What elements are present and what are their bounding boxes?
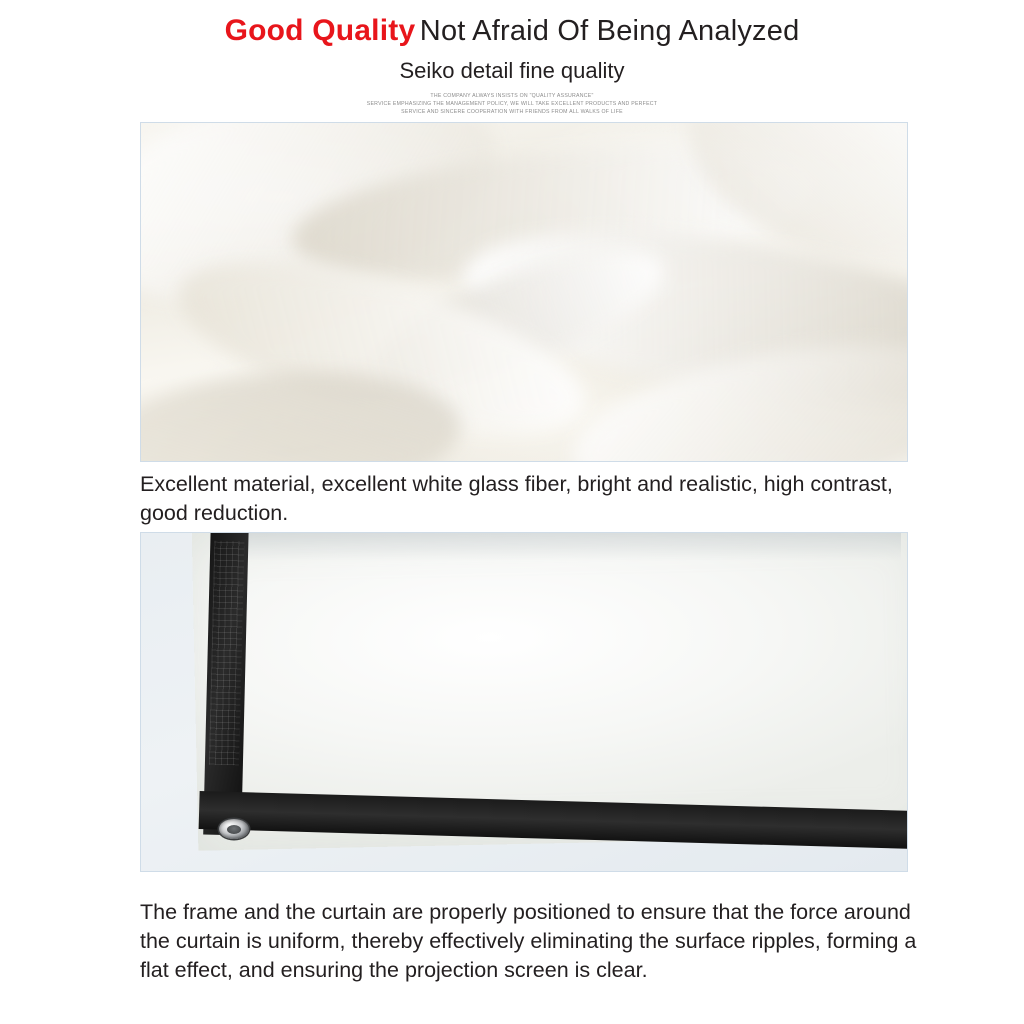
page-subtitle: Seiko detail fine quality <box>399 58 625 83</box>
screen-grommet <box>219 819 249 839</box>
fineprint-line-2: SERVICE EMPHASIZING THE MANAGEMENT POLICY, WE WILL TAKE EXCELLENT PRODUCTS AND PERFECT <box>366 101 658 107</box>
band-mesh-texture <box>209 541 244 766</box>
screen-left-black-band <box>203 532 249 835</box>
fineprint-line-1: THE COMPANY ALWAYS INSISTS ON "QUALITY ASSURANCE" <box>430 93 594 99</box>
fineprint-line-3: SERVICE AND SINCERE COOPERATION WITH FRIENDS FROM ALL WALKS OF LIFE <box>401 109 623 115</box>
page-title <box>0 14 1024 48</box>
fabric-caption: Excellent material, excellent white glass fiber, bright and realistic, high contrast, good reduction. <box>140 472 893 525</box>
headline-rest-text: Not Afraid Of Being Analyzed <box>419 15 800 47</box>
headline-accent-text: Good Quality <box>224 14 416 47</box>
screen-edge-image <box>140 532 908 872</box>
fineprint-block <box>0 92 1024 116</box>
screen-caption: The frame and the curtain are properly positioned to ensure that the force around the curtain is uniform, thereby effectively eliminating the surface ripples, forming a flat effect, and ensuring the projection screen is clear. <box>140 900 917 982</box>
screen-top-shadow <box>241 533 901 561</box>
fabric-closeup-image <box>140 122 908 462</box>
